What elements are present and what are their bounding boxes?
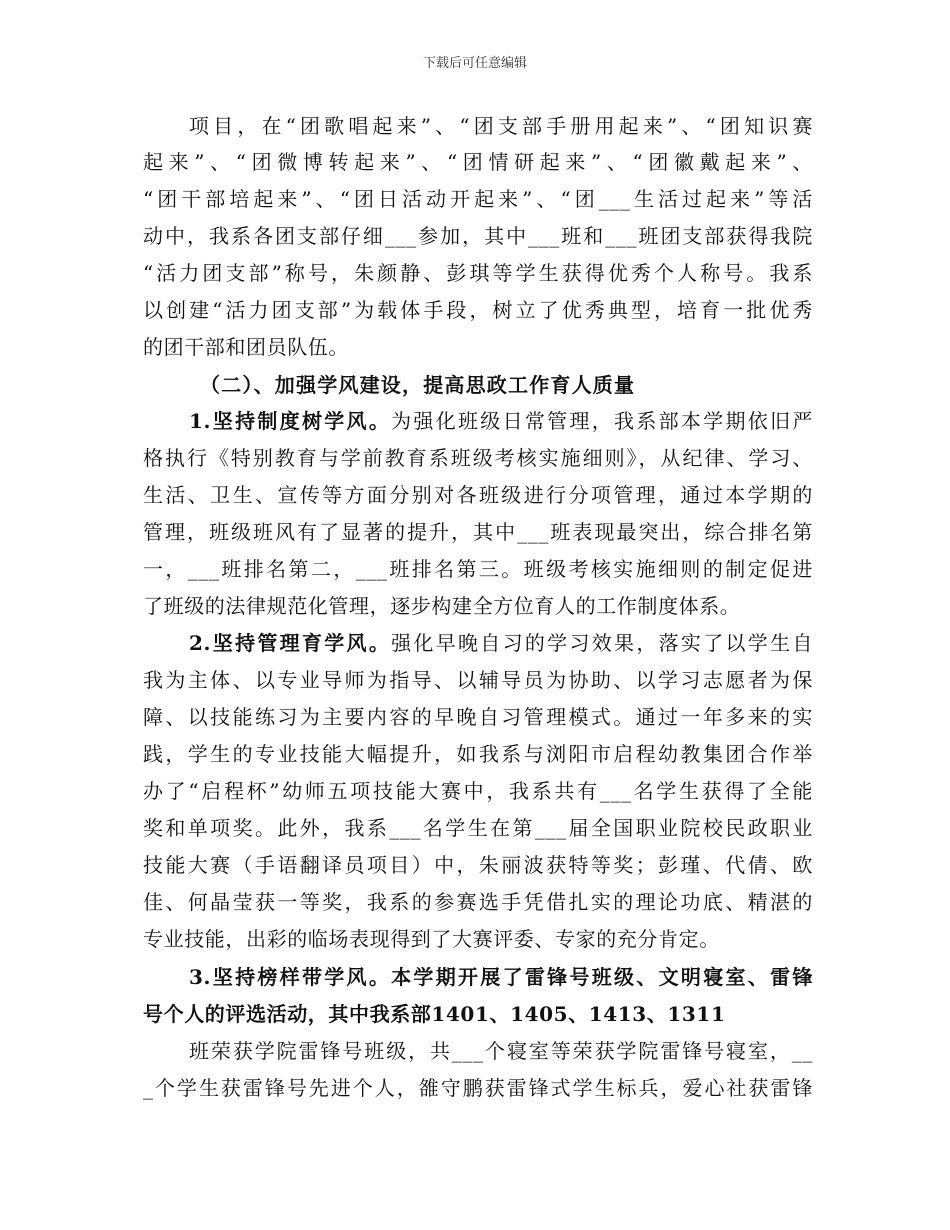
item-heading-line: 号个人的评选活动，其中我系部1401、1405、1413、1311 bbox=[143, 1002, 726, 1026]
paragraph-line: 一，___班排名第二，___班排名第三。班级考核实施细则的制定促进 bbox=[143, 557, 813, 581]
item-heading: 2.坚持管理育学风。 bbox=[189, 631, 392, 655]
paragraph-line: 项目，在“团歌唱起来”、“团支部手册用起来”、“团知识赛 bbox=[189, 114, 813, 138]
paragraph-line: 以创建“活力团支部”为载体手段，树立了优秀典型，培育一批优秀 bbox=[143, 298, 813, 322]
paragraph-line: 践，学生的专业技能大幅提升，如我系与浏阳市启程幼教集团合作举 bbox=[143, 742, 813, 766]
paragraph-line: 起来”、“团微博转起来”、“团情研起来”、“团徽戴起来”、 bbox=[143, 150, 813, 174]
paragraph-line: 技能大赛（手语翻译员项目）中，朱丽波获特等奖；彭瑾、代倩、欧 bbox=[143, 853, 813, 877]
paragraph-line: 奖和单项奖。此外，我系___名学生在第___届全国职业院校民政职业 bbox=[143, 816, 813, 840]
paragraph-line: “活力团支部”称号，朱颜静、彭琪等学生获得优秀个人称号。我系 bbox=[143, 261, 813, 285]
paragraph-line: 格执行《特别教育与学前教育系班级考核实施细则》，从纪律、学习、 bbox=[143, 446, 813, 470]
paragraph-line bbox=[189, 631, 813, 655]
paragraph-line: 生活、卫生、宣传等方面分别对各班级进行分项管理，通过本学期的 bbox=[143, 483, 813, 507]
paragraph-line: 了班级的法律规范化管理，逐步构建全方位育人的工作制度体系。 bbox=[143, 594, 741, 618]
item-text: 为强化班级日常管理，我系部本学期依旧严 bbox=[391, 409, 813, 433]
paragraph-line: 办了“启程杯”幼师五项技能大赛中，我系共有___名学生获得了全能 bbox=[143, 779, 813, 803]
paragraph-line: 佳、何晶莹获一等奖，我系的参赛选手凭借扎实的理论功底、精湛的 bbox=[143, 890, 813, 914]
paragraph-line: 的团干部和团员队伍。 bbox=[143, 335, 349, 359]
paragraph-line: “团干部培起来”、“团日活动开起来”、“团___生活过起来”等活 bbox=[143, 187, 813, 211]
paragraph-line: 障、以技能练习为主要内容的早晚自习管理模式。通过一年多来的实 bbox=[143, 705, 813, 729]
paragraph-line: 管理，班级班风有了显著的提升，其中___班表现最突出，综合排名第 bbox=[143, 520, 813, 544]
item-heading: 1.坚持制度树学风。 bbox=[189, 409, 392, 433]
page-header: 下载后可任意编辑 bbox=[422, 56, 527, 71]
paragraph-line: 动中，我系各团支部仔细___参加，其中___班和___班团支部获得我院 bbox=[143, 224, 813, 248]
paragraph-line bbox=[189, 409, 813, 433]
paragraph-line: _个学生获雷锋号先进个人，雒守鹏获雷锋式学生标兵，爱心社获雷锋 bbox=[143, 1076, 813, 1100]
item-heading-line: 3.坚持榜样带学风。本学期开展了雷锋号班级、文明寝室、雷锋 bbox=[189, 965, 813, 989]
paragraph-line: 专业技能，出彩的临场表现得到了大赛评委、专家的充分肯定。 bbox=[143, 927, 720, 951]
item-text: 强化早晚自习的学习效果，落实了以学生自 bbox=[391, 631, 813, 655]
paragraph-line: 班荣获学院雷锋号班级，共___个寝室等荣获学院雷锋号寝室，__ bbox=[189, 1039, 813, 1063]
section-heading: （二）、加强学风建设，提高思政工作育人质量 bbox=[200, 373, 636, 397]
paragraph-line: 我为主体、以专业导师为指导、以辅导员为协助、以学习志愿者为保 bbox=[143, 668, 813, 692]
